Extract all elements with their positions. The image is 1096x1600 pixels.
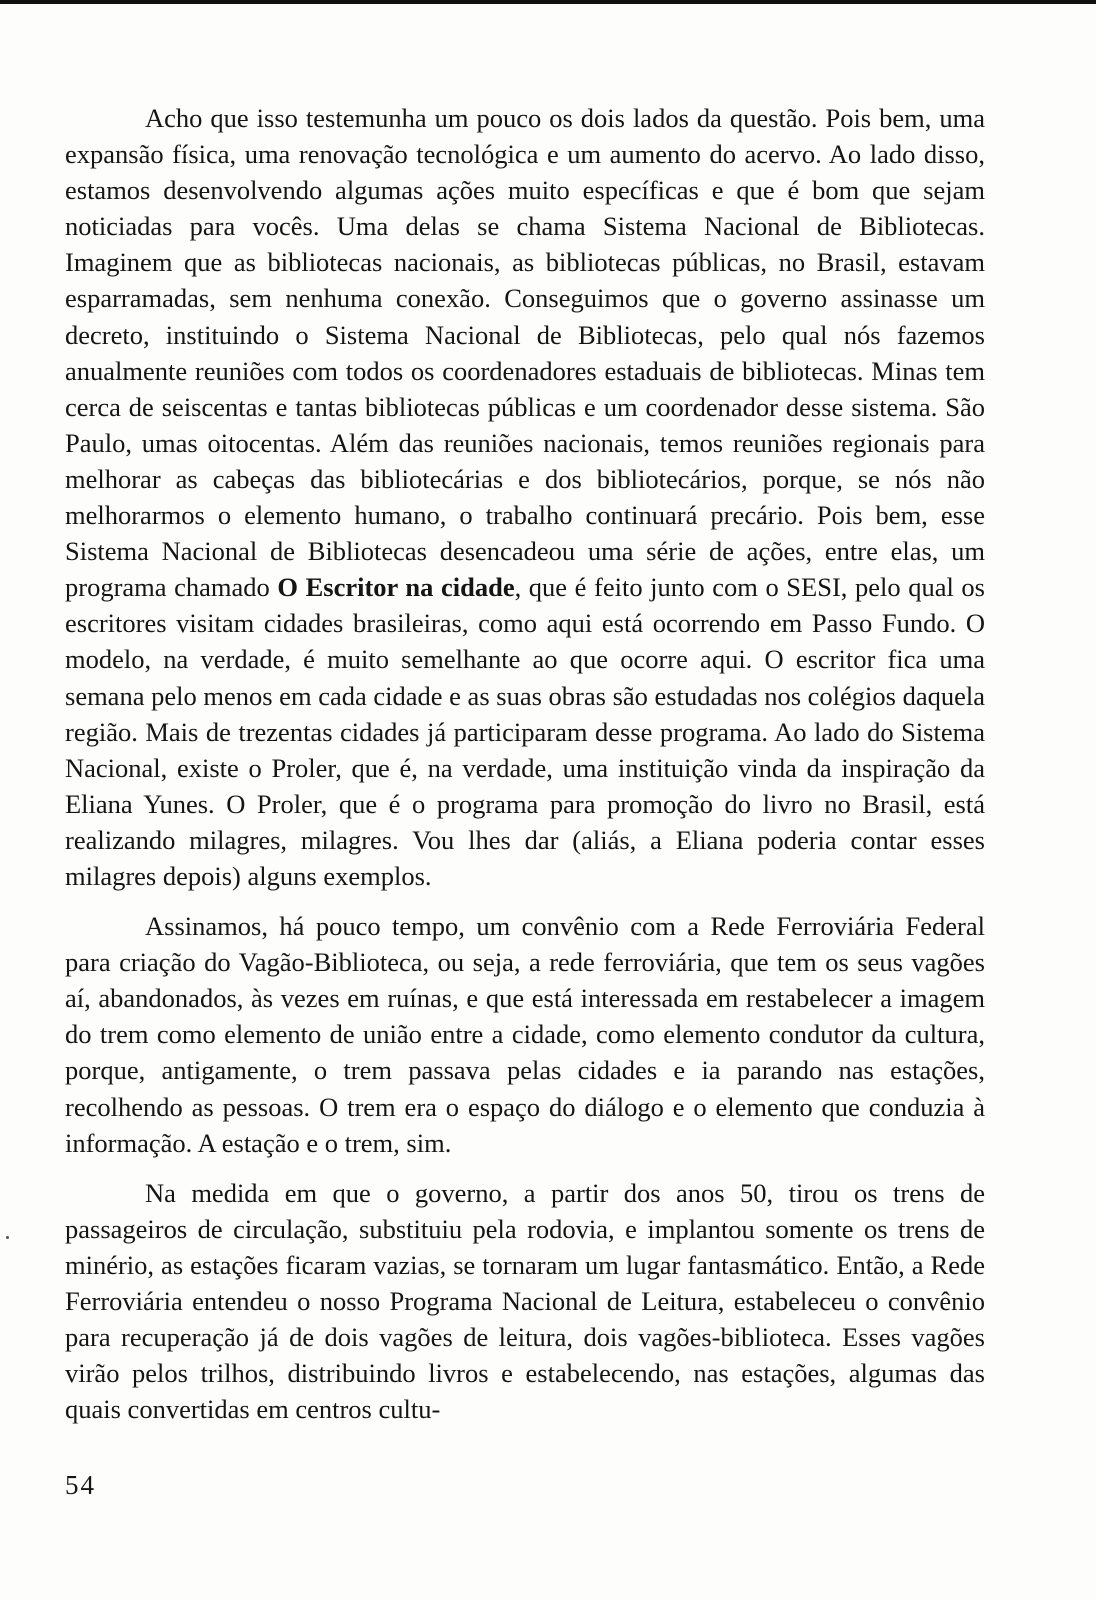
- scan-speck: [6, 1236, 9, 1239]
- page-number: 54: [65, 1470, 96, 1500]
- top-border-line: [0, 0, 1096, 4]
- paragraph-1-text-after: , que é feito junto com o SESI, pelo qual os escritores visitam cidades brasileiras, como aqui está ocorrendo em Passo Fundo. O modelo, na verdade, é muito semelhante ao que ocorre aqui. O escritor fica uma semana pelo menos em cada cidade e as suas obras são estudadas nos colégios daquela região. Mais de trezentas cidades já participaram desse programa. Ao lado do Sistema Nacional, existe o Proler, que é, na verdade, uma instituição vinda da inspiração da Eliana Yunes. O Proler, que é o programa para promoção do livro no Brasil, está realizando milagres, milagres. Vou lhes dar (aliás, a Eliana poderia contar esses milagres depois) alguns exemplos.: [65, 572, 985, 891]
- paragraph-1-text-before: Acho que isso testemunha um pouco os dois lados da questão. Pois bem, uma expansão física, uma renovação tecnológica e um aumento do acervo. Ao lado disso, estamos desenvolvendo algumas ações muito específicas e que é bom que sejam noticiadas para vocês. Uma delas se chama Sistema Nacional de Bibliotecas. Imaginem que as bibliotecas nacionais, as bibliotecas públicas, no Brasil, estavam esparramadas, sem nenhuma conexão. Conseguimos que o governo assinasse um decreto, instituindo o Sistema Nacional de Bibliotecas, pelo qual nós fazemos anualmente reuniões com todos os coordenadores estaduais de bibliotecas. Minas tem cerca de seiscentas e tantas bibliotecas públicas e um coordenador desse sistema. São Paulo, umas oitocentas. Além das reuniões nacionais, temos reuniões regionais para melhorar as cabeças das bibliotecárias e dos bibliotecários, porque, se nós não melhorarmos o elemento humano, o trabalho continuará precário. Pois bem, esse Sistema Nacional de Bibliotecas desencadeou uma série de ações, entre elas, um programa chamado: [65, 103, 985, 603]
- program-name-bold: O Escritor na cidade: [277, 572, 515, 603]
- paragraph-1: [65, 100, 985, 894]
- body-text: [65, 100, 985, 1427]
- paragraph-2: Assinamos, há pouco tempo, um convênio com a Rede Ferroviária Federal para criação do Vagão-Biblioteca, ou seja, a rede ferroviária, que tem os seus vagões aí, abandonados, às vezes em ruínas, e que está interessada em restabelecer a imagem do trem como elemento de união entre a cidade, como elemento condutor da cultura, porque, antigamente, o trem passava pelas cidades e ia parando nas estações, recolhendo as pessoas. O trem era o espaço do diálogo e o elemento que conduzia à informação. A estação e o trem, sim.: [65, 911, 985, 1158]
- paragraph-3: Na medida em que o governo, a partir dos anos 50, tirou os trens de passageiros de circulação, substituiu pela rodovia, e implantou somente os trens de minério, as estações ficaram vazias, se tornaram um lugar fantasmático. Então, a Rede Ferroviária entendeu o nosso Programa Nacional de Leitura, estabeleceu o convênio para recuperação já de dois vagões de leitura, dois vagões-biblioteca. Esses vagões virão pelos trilhos, distribuindo livros e estabelecendo, nas estações, algumas das quais convertidas em centros cultu-: [65, 1177, 985, 1425]
